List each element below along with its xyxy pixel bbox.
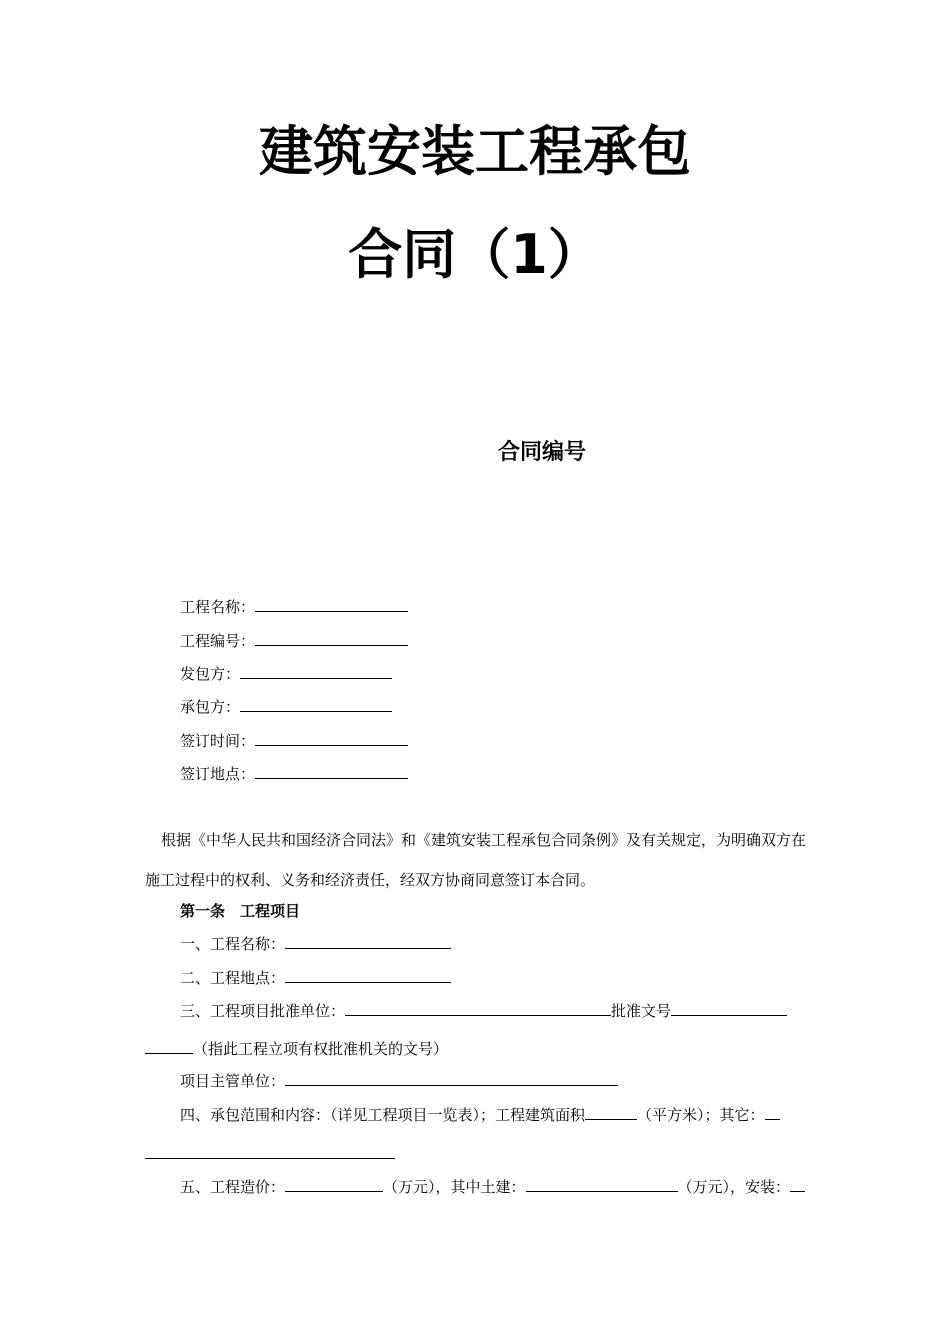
field-blank [526, 1177, 678, 1192]
field-label: 工程编号： [180, 632, 256, 650]
item-label: 四、承包范围和内容：（详见工程项目一览表）；工程建筑面积 [180, 1106, 586, 1124]
field-blank [255, 764, 408, 779]
article1-item4 [180, 1105, 780, 1125]
field-blank [145, 1039, 193, 1054]
field-blank [345, 1001, 611, 1016]
field-label: 承包方： [180, 698, 241, 716]
item-label: （万元），其中土建： [383, 1178, 526, 1196]
item-label: 二、工程地点： [180, 969, 286, 987]
field-blank [285, 1177, 383, 1192]
item-label: 项目主管单位： [180, 1072, 286, 1090]
field-signing-date [180, 731, 408, 751]
document-title-line1: 建筑安装工程承包 [259, 120, 691, 183]
contract-number-label: 合同编号 [498, 440, 587, 465]
field-blank [145, 1144, 395, 1159]
intro-paragraph: 根据《中华人民共和国经济合同法》和《建筑安装工程承包合同条例》及有关规定，为明确双方在施工过程中的权利、义务和经济责任，经双方协商同意签订本合同。 [145, 831, 807, 889]
field-blank [671, 1001, 787, 1016]
field-label: 签订时间： [180, 732, 256, 750]
article1-item2 [180, 968, 451, 988]
article1-heading: 第一条 工程项目 [180, 902, 301, 920]
article1-item4-continuation [145, 1144, 395, 1164]
field-contractor [180, 697, 392, 717]
item-label: 五、工程造价： [180, 1178, 286, 1196]
field-blank [585, 1105, 637, 1120]
field-signing-place [180, 764, 408, 784]
field-blank [285, 968, 451, 983]
field-blank [765, 1105, 780, 1120]
field-blank [285, 934, 451, 949]
approval-doc-label: 批准文号 [611, 1002, 672, 1020]
field-blank [255, 597, 408, 612]
field-label: 签订地点： [180, 765, 256, 783]
article1-supervisor [180, 1071, 618, 1091]
field-blank [255, 731, 408, 746]
field-blank [255, 631, 408, 646]
item-label: 三、工程项目批准单位： [180, 1002, 346, 1020]
field-blank [790, 1177, 805, 1192]
article1-item3-note [145, 1039, 448, 1059]
field-project-name [180, 597, 408, 617]
field-blank [240, 664, 392, 679]
article1-item1 [180, 934, 451, 954]
item-label: 一、工程名称： [180, 935, 286, 953]
field-blank [285, 1071, 618, 1086]
document-title-line2: 合同（1） [348, 223, 602, 286]
article1-item5 [180, 1177, 805, 1197]
item-label: （平方米）；其它： [637, 1106, 765, 1124]
field-blank [240, 697, 392, 712]
field-label: 工程名称： [180, 598, 256, 616]
field-project-number [180, 631, 408, 651]
field-label: 发包方： [180, 665, 241, 683]
field-employer [180, 664, 392, 684]
article1-item3 [180, 1001, 787, 1021]
item-label: （万元），安装： [677, 1178, 791, 1196]
note-text: （指此工程立项有权批准机关的文号） [193, 1040, 449, 1058]
